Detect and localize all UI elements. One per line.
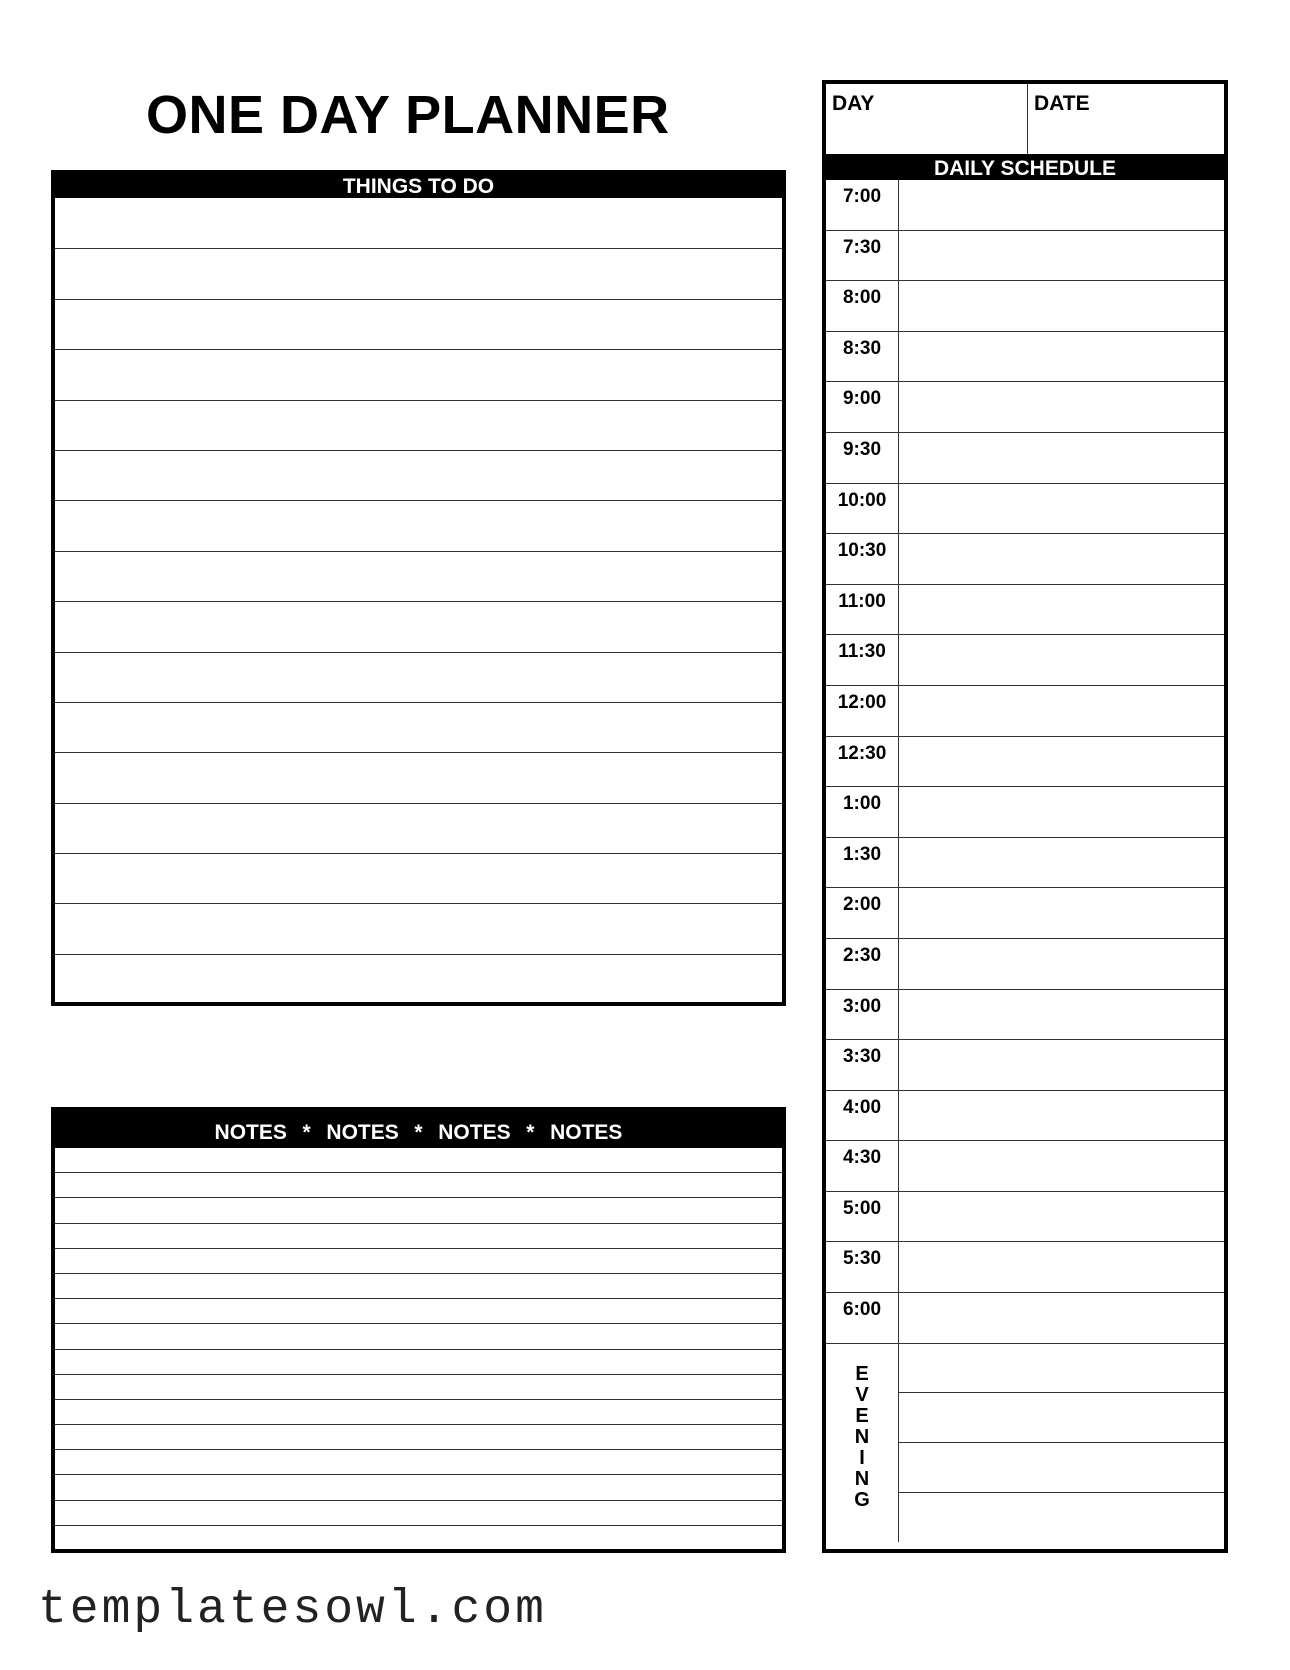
time-slot: [826, 433, 1224, 484]
todo-line[interactable]: [55, 551, 782, 601]
time-label: 10:00: [826, 484, 899, 534]
notes-line[interactable]: [55, 1500, 782, 1525]
time-slot: [826, 1242, 1224, 1293]
time-slot: [826, 382, 1224, 433]
evening-letter: E: [855, 1404, 869, 1427]
todo-line[interactable]: [55, 248, 782, 298]
todo-line[interactable]: [55, 954, 782, 1004]
notes-line[interactable]: [55, 1349, 782, 1374]
time-slot: [826, 281, 1224, 332]
time-label: 6:00: [826, 1293, 899, 1343]
notes-line[interactable]: [55, 1323, 782, 1348]
time-slot-entry[interactable]: [899, 838, 1224, 888]
daily-schedule-header: DAILY SCHEDULE: [826, 158, 1224, 180]
time-slot: [826, 534, 1224, 585]
time-label: 4:30: [826, 1141, 899, 1191]
time-slot-entry[interactable]: [899, 534, 1224, 584]
notes-line[interactable]: [55, 1525, 782, 1550]
evening-line[interactable]: [899, 1493, 1224, 1542]
time-slot-entry[interactable]: [899, 1192, 1224, 1242]
time-slot: [826, 990, 1224, 1041]
time-slot: [826, 635, 1224, 686]
todo-line[interactable]: [55, 601, 782, 651]
time-slot-entry[interactable]: [899, 939, 1224, 989]
time-slot-entry[interactable]: [899, 787, 1224, 837]
time-label: 5:30: [826, 1242, 899, 1292]
todo-line[interactable]: [55, 702, 782, 752]
todo-line[interactable]: [55, 450, 782, 500]
todo-line[interactable]: [55, 853, 782, 903]
time-label: 7:30: [826, 231, 899, 281]
time-label: 11:00: [826, 585, 899, 635]
todo-line[interactable]: [55, 400, 782, 450]
time-slot-entry[interactable]: [899, 180, 1224, 230]
time-slot-entry[interactable]: [899, 585, 1224, 635]
todo-line[interactable]: [55, 349, 782, 399]
things-to-do-list: [55, 198, 782, 1002]
time-slot: [826, 737, 1224, 788]
time-label: 3:30: [826, 1040, 899, 1090]
time-slot-entry[interactable]: [899, 484, 1224, 534]
todo-line[interactable]: [55, 652, 782, 702]
time-label: 4:00: [826, 1091, 899, 1141]
evening-letter: I: [859, 1446, 865, 1469]
notes-line[interactable]: [55, 1273, 782, 1298]
time-slot-entry[interactable]: [899, 990, 1224, 1040]
time-slot: [826, 686, 1224, 737]
time-slot-entry[interactable]: [899, 737, 1224, 787]
todo-line[interactable]: [55, 299, 782, 349]
evening-line[interactable]: [899, 1443, 1224, 1493]
time-slot: [826, 585, 1224, 636]
notes-line[interactable]: [55, 1172, 782, 1197]
time-slot-entry[interactable]: [899, 1091, 1224, 1141]
things-to-do-header: THINGS TO DO: [55, 174, 782, 198]
time-slot: [826, 332, 1224, 383]
time-label: 3:00: [826, 990, 899, 1040]
time-label: 1:00: [826, 787, 899, 837]
notes-line[interactable]: [55, 1474, 782, 1499]
notes-list: [55, 1147, 782, 1549]
evening-letter: N: [854, 1467, 870, 1490]
todo-line[interactable]: [55, 752, 782, 802]
time-slot-entry[interactable]: [899, 635, 1224, 685]
page-title: ONE DAY PLANNER: [146, 85, 670, 145]
evening-label: [826, 1344, 899, 1542]
time-slot: [826, 787, 1224, 838]
day-date-row: [826, 84, 1224, 158]
notes-section: [51, 1107, 786, 1553]
time-slot-entry[interactable]: [899, 1141, 1224, 1191]
time-slot-entry[interactable]: [899, 1242, 1224, 1292]
time-label: 7:00: [826, 180, 899, 230]
time-slot: [826, 231, 1224, 282]
time-slot-entry[interactable]: [899, 382, 1224, 432]
time-slot: [826, 888, 1224, 939]
time-slot: [826, 484, 1224, 535]
time-label: 2:30: [826, 939, 899, 989]
time-slot: [826, 838, 1224, 889]
time-slot-entry[interactable]: [899, 281, 1224, 331]
todo-line[interactable]: [55, 803, 782, 853]
time-slot: [826, 1141, 1224, 1192]
evening-letter: E: [855, 1362, 869, 1385]
notes-line[interactable]: [55, 1449, 782, 1474]
notes-line[interactable]: [55, 1298, 782, 1323]
time-label: 8:00: [826, 281, 899, 331]
daily-schedule-section: [822, 80, 1228, 1553]
time-slot: [826, 1040, 1224, 1091]
evening-letter: V: [855, 1383, 869, 1406]
todo-line[interactable]: [55, 198, 782, 248]
time-label: 9:00: [826, 382, 899, 432]
evening-letter: G: [854, 1488, 870, 1511]
notes-line[interactable]: [55, 1197, 782, 1222]
time-slot-entry[interactable]: [899, 888, 1224, 938]
notes-line[interactable]: [55, 1147, 782, 1172]
notes-line[interactable]: [55, 1374, 782, 1399]
notes-header: NOTES * NOTES * NOTES * NOTES: [55, 1111, 782, 1147]
time-label: 8:30: [826, 332, 899, 382]
time-slot: [826, 1192, 1224, 1243]
notes-line[interactable]: [55, 1223, 782, 1248]
evening-block: [826, 1344, 1224, 1542]
time-slot-entry[interactable]: [899, 686, 1224, 736]
time-label: 10:30: [826, 534, 899, 584]
todo-line[interactable]: [55, 500, 782, 550]
time-slot-entry[interactable]: [899, 1040, 1224, 1090]
notes-line[interactable]: [55, 1248, 782, 1273]
day-field[interactable]: DAY: [826, 84, 1028, 154]
evening-letter: N: [854, 1425, 870, 1448]
evening-line[interactable]: [899, 1344, 1224, 1394]
time-slot-entry[interactable]: [899, 231, 1224, 281]
notes-line[interactable]: [55, 1424, 782, 1449]
time-label: 1:30: [826, 838, 899, 888]
time-slot: [826, 1091, 1224, 1142]
things-to-do-section: [51, 170, 786, 1006]
date-field[interactable]: DATE: [1034, 92, 1090, 115]
time-slot: [826, 1293, 1224, 1344]
time-slot: [826, 180, 1224, 231]
time-slot: [826, 939, 1224, 990]
time-label: 11:30: [826, 635, 899, 685]
time-label: 12:30: [826, 737, 899, 787]
todo-line[interactable]: [55, 903, 782, 953]
evening-lines: [899, 1344, 1224, 1542]
time-label: 12:00: [826, 686, 899, 736]
time-slot-entry[interactable]: [899, 332, 1224, 382]
time-slot-entry[interactable]: [899, 433, 1224, 483]
time-slot-entry[interactable]: [899, 1293, 1224, 1343]
time-label: 2:00: [826, 888, 899, 938]
time-label: 5:00: [826, 1192, 899, 1242]
evening-line[interactable]: [899, 1393, 1224, 1443]
footer-watermark: templatesowl.com: [38, 1583, 547, 1637]
notes-line[interactable]: [55, 1399, 782, 1424]
time-label: 9:30: [826, 433, 899, 483]
time-slots: [826, 180, 1224, 1344]
